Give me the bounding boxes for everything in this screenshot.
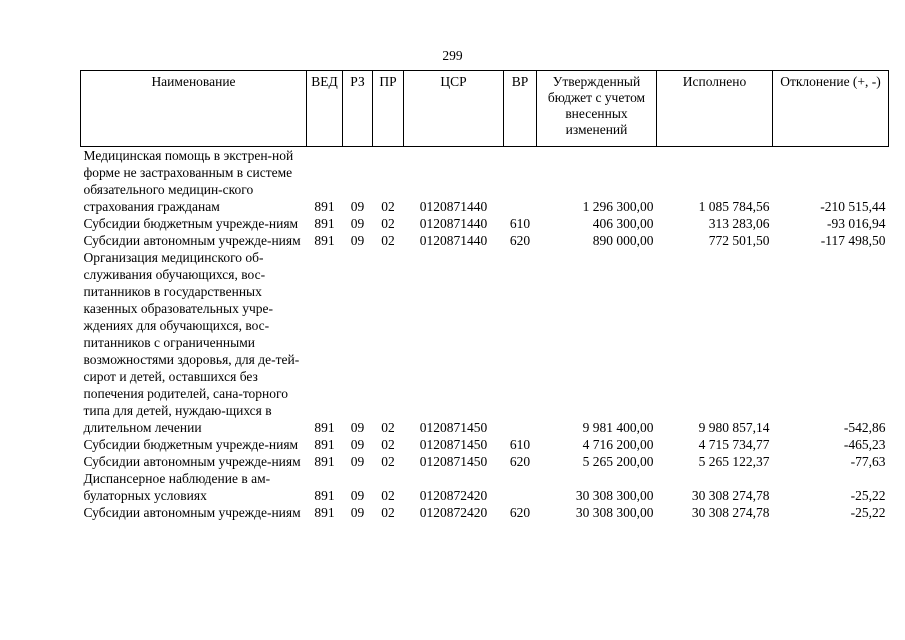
row-executed: 30 308 274,78: [691, 488, 770, 503]
row-csr: 0120871440: [419, 216, 488, 231]
header-vr: ВР: [504, 71, 537, 147]
row-name: Субсидии бюджетным учрежде-ниям: [83, 437, 299, 452]
row-deviation: -465,23: [843, 437, 886, 452]
row-approved: 890 000,00: [592, 233, 654, 248]
row-executed: 772 501,50: [708, 233, 770, 248]
table-header-row: [81, 71, 889, 147]
row-pr: 02: [381, 454, 395, 469]
row-deviation: -210 515,44: [820, 199, 886, 214]
row-executed: 30 308 274,78: [691, 505, 770, 520]
row-pr: 02: [381, 437, 395, 452]
row-rz: 09: [350, 437, 365, 452]
row-pr: 02: [381, 216, 395, 231]
header-executed: Исполнено: [657, 71, 773, 147]
row-deviation: -25,22: [850, 505, 886, 520]
row-ved: 891: [314, 454, 335, 469]
row-vr: 620: [509, 233, 531, 248]
header-ved: ВЕД: [307, 71, 343, 147]
row-ved: 891: [314, 233, 335, 248]
row-pr: 02: [381, 199, 395, 214]
row-ved: 891: [314, 420, 335, 435]
row-name-text: Медицинская помощь в экстрен-ной форме не застрахованным в системе обязательного медицин-ского страхования гражданам: [83, 148, 294, 214]
row-rz: 09: [350, 216, 365, 231]
row-approved: 9 981 400,00: [582, 420, 654, 435]
table-row: [81, 249, 889, 436]
row-rz: 09: [350, 420, 365, 435]
row-ved: 891: [314, 437, 335, 452]
row-approved: 4 716 200,00: [582, 437, 654, 452]
table-row: [81, 504, 889, 521]
row-csr: 0120871440: [419, 199, 488, 214]
row-rz: 09: [350, 199, 365, 214]
table-row: [81, 436, 889, 453]
header-csr: ЦСР: [404, 71, 504, 147]
row-approved: 1 296 300,00: [582, 199, 654, 214]
row-approved: 30 308 300,00: [575, 505, 654, 520]
row-ved: 891: [314, 488, 335, 503]
table-row: [81, 453, 889, 470]
row-ved: 891: [314, 505, 335, 520]
row-vr: 610: [509, 216, 531, 231]
row-csr: 0120872420: [419, 488, 488, 503]
row-name: [81, 147, 307, 216]
row-ved: 891: [314, 216, 335, 231]
row-csr: 0120871450: [419, 437, 488, 452]
row-deviation: -542,86: [843, 420, 886, 435]
header-rz: РЗ: [343, 71, 373, 147]
row-rz: 09: [350, 233, 365, 248]
row-name: Субсидии автономным учрежде-ниям: [83, 454, 301, 469]
row-name: Субсидии автономным учрежде-ниям: [83, 233, 301, 248]
row-rz: 09: [350, 488, 365, 503]
row-executed: 4 715 734,77: [698, 437, 770, 452]
row-deviation: -77,63: [850, 454, 886, 469]
row-vr: 610: [509, 437, 531, 452]
budget-table: [80, 70, 889, 521]
header-name: Наименование: [81, 71, 307, 147]
row-vr: [504, 147, 537, 216]
row-executed: 5 265 122,37: [698, 454, 770, 469]
row-vr: [504, 470, 537, 504]
row-executed: 313 283,06: [708, 216, 770, 231]
table-row: [81, 215, 889, 232]
row-approved: 406 300,00: [592, 216, 654, 231]
row-pr: 02: [381, 488, 395, 503]
row-vr: 620: [509, 505, 531, 520]
row-csr: 0120871450: [419, 454, 488, 469]
table-row: [81, 147, 889, 216]
row-deviation: -117 498,50: [820, 233, 886, 248]
row-executed: 9 980 857,14: [698, 420, 770, 435]
row-csr: 0120871450: [419, 420, 488, 435]
row-name: Организация медицинского об-служивания обучающихся, вос-питанников в государственных казенных образовательных учре-ждениях для обучающихся, вос-питанников с ограниченными возможностями здоровья, для де-тей-сирот и детей, оставшихся без попечения родителей, сана-торного типа для детей, нуждаю-щихся в длительном лечении: [83, 250, 300, 435]
row-pr: 02: [381, 420, 395, 435]
row-name: Диспансерное наблюдение в ам-булаторных условиях: [83, 471, 271, 503]
row-pr: 02: [381, 233, 395, 248]
row-rz: 09: [350, 505, 365, 520]
table-row: [81, 470, 889, 504]
row-name: Субсидии автономным учрежде-ниям: [83, 505, 301, 520]
row-name: Субсидии бюджетным учрежде-ниям: [83, 216, 299, 231]
table-row: [81, 232, 889, 249]
row-deviation: -25,22: [850, 488, 886, 503]
row-rz: 09: [350, 454, 365, 469]
row-csr: 0120871440: [419, 233, 488, 248]
row-csr: 0120872420: [419, 505, 488, 520]
header-pr: ПР: [373, 71, 404, 147]
page-number: 299: [442, 48, 463, 63]
row-executed: 1 085 784,56: [698, 199, 770, 214]
row-vr: [504, 249, 537, 436]
header-approved: Утвержденный бюджет с учетом внесенных изменений: [537, 71, 657, 147]
row-pr: 02: [381, 505, 395, 520]
row-vr: 620: [509, 454, 531, 469]
row-approved: 5 265 200,00: [582, 454, 654, 469]
row-ved: 891: [314, 199, 335, 214]
row-approved: 30 308 300,00: [575, 488, 654, 503]
header-deviation: Отклонение (+, -): [773, 71, 889, 147]
row-deviation: -93 016,94: [827, 216, 886, 231]
